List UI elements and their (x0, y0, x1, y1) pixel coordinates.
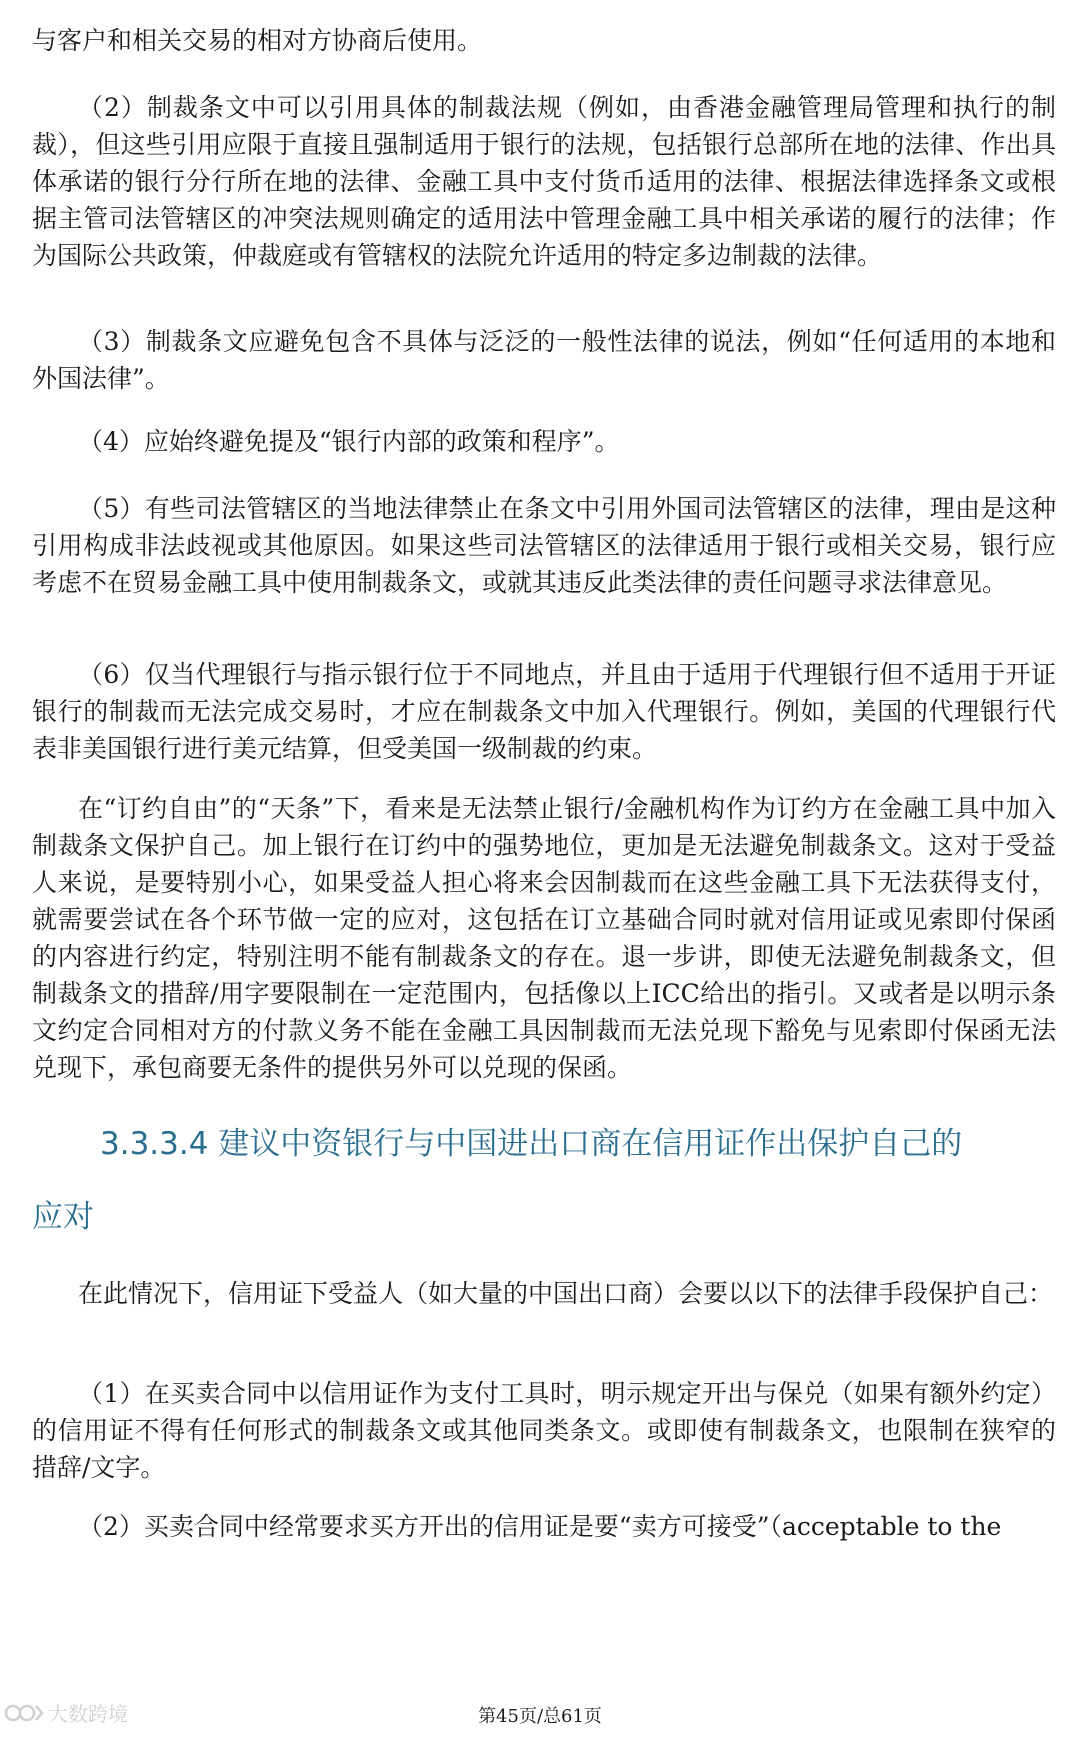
paragraph-measure-1: （1）在买卖合同中以信用证作为支付工具时，明示规定开出与保兑（如果有额外约定）的信用证不得有任何形式的制裁条文或其他同类条文。或即使有制裁条文，也限制在狭窄的措辞/文字。 (32, 1379, 1056, 1482)
paragraph-freedom-of-contract: 在“订约自由”的“天条”下，看来是无法禁止银行/金融机构作为订约方在金融工具中加入制裁条文保护自己。加上银行在订约中的强势地位，更加是无法避免制裁条文。这对于受益人来说，是要特别小心，如果受益人担心将来会因制裁而在这些金融工具下无法获得支付，就需要尝试在各个环节做一定的应对，这包括在订立基础合同时就对信用证或见索即付保函的内容进行约定，特别注明不能有制裁条文的存在。退一步讲，即使无法避免制裁条文，但制裁条文的措辞/用字要限制在一定范围内，包括像以上ICC给出的指引。又或者是以明示条文约定合同相对方的付款义务不能在金融工具因制裁而无法兑现下豁免与见索即付保函无法兑现下，承包商要无条件的提供另外可以兑现的保函。 (32, 794, 1056, 1082)
paragraph-item-2: （2）制裁条文中可以引用具体的制裁法规（例如，由香港金融管理局管理和执行的制裁），但这些引用应限于直接且强制适用于银行的法规，包括银行总部所在地的法律、作出具体承诺的银行分行所在地的法律、金融工具中支付货币适用的法律、根据法律选择条文或根据主管司法管辖区的冲突法规则确定的适用法中管理金融工具中相关承诺的履行的法律；作为国际公共政策，仲裁庭或有管辖权的法院允许适用的特定多边制裁的法律。 (32, 93, 1056, 270)
paragraph-item-4: （4）应始终避免提及“银行内部的政策和程序”。 (78, 427, 620, 456)
section-heading-line-1: 3.3.3.4 建议中资银行与中国进出口商在信用证作出保护自己的 (100, 1126, 963, 1162)
paragraph-item-5: （5）有些司法管辖区的当地法律禁止在条文中引用外国司法管辖区的法律，理由是这种引用构成非法歧视或其他原因。如果这些司法管辖区的法律适用于银行或相关交易，银行应考虑不在贸易金融工具中使用制裁条文，或就其违反此类法律的责任问题寻求法律意见。 (32, 494, 1056, 597)
paragraph-intro: 在此情况下，信用证下受益人（如大量的中国出口商）会要以以下的法律手段保护自己： (78, 1279, 1054, 1308)
watermark-text: 大数跨境 (48, 1702, 128, 1726)
paragraph-continuation: 与客户和相关交易的相对方协商后使用。 (32, 26, 483, 55)
paragraph-item-6: （6）仅当代理银行与指示银行位于不同地点，并且由于适用于代理银行但不适用于开证银行的制裁而无法完成交易时，才应在制裁条文中加入代理银行。例如，美国的代理银行代表非美国银行进行美元结算，但受美国一级制裁的约束。 (32, 660, 1056, 763)
section-heading-line-2: 应对 (32, 1199, 94, 1235)
page-number: 第45页/总61页 (478, 1706, 602, 1727)
paragraph-item-3: （3）制裁条文应避免包含不具体与泛泛的一般性法律的说法，例如“任何适用的本地和外国法律”。 (32, 327, 1056, 393)
paragraph-measure-2: （2）买卖合同中经常要求买方开出的信用证是要“卖方可接受”（acceptable to the (78, 1512, 1002, 1541)
